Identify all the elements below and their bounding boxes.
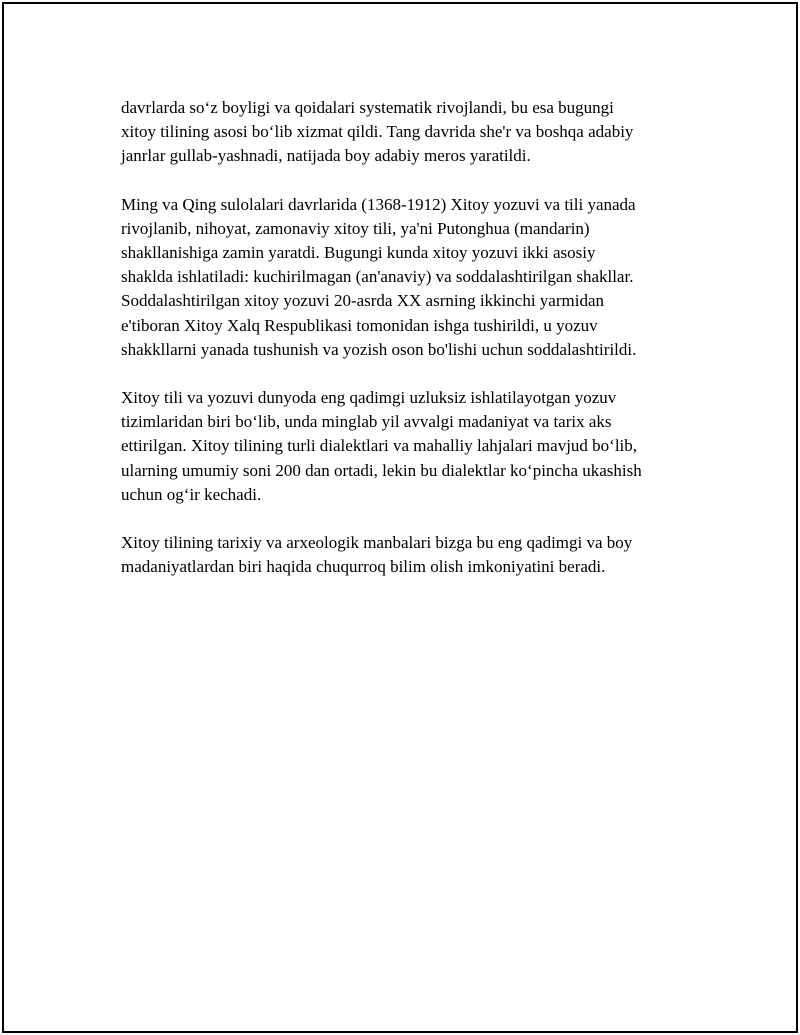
text-line: davrlarda so‘z boyligi va qoidalari systematik rivojlandi, bu esa bugungi [121,98,614,117]
text-line: rivojlanib, nihoyat, zamonaviy xitoy tili, ya'ni Putonghua (mandarin) [121,218,590,238]
paragraph-3 [121,386,701,507]
document-page [2,2,798,1033]
text-line: ularning umumiy soni 200 dan ortadi, lekin bu dialektlar ko‘pincha ukashish [121,460,642,480]
text-line: Xitoy tili va yozuvi dunyoda eng qadimgi uzluksiz ishlatilayotgan yozuv [121,388,617,408]
text-line: shaklda ishlatiladi: kuchirilmagan (an'anaviy) va soddalashtirilgan shakllar. [121,267,634,287]
text-line: e'tiboran Xitoy Xalq Respublikasi tomonidan ishga tushirildi, u yozuv [121,315,598,335]
paragraph-1 [121,96,701,169]
paragraph-2 [121,193,701,362]
text-line: xitoy tilining asosi bo‘lib xizmat qildi. Tang davrida she'r va boshqa adabiy [121,122,634,142]
text-line: shakkllarni yanada tushunish va yozish oson bo'lishi uchun soddalashtirildi. [121,339,637,359]
text-line: madaniyatlardan biri haqida chuqurroq bilim olish imkoniyatini beradi. [121,557,606,577]
text-line: uchun og‘ir kechadi. [121,484,262,504]
text-line: tizimlaridan biri bo‘lib, unda minglab yil avvalgi madaniyat va tarix aks [121,412,612,432]
text-line: Soddalashtirilgan xitoy yozuvi 20-asrda XX asrning ikkinchi yarmidan [121,291,604,311]
text-line: ettirilgan. Xitoy tilining turli dialektlari va mahalliy lahjalari mavjud bo‘lib, [121,436,638,456]
text-line: shakllanishiga zamin yaratdi. Bugungi kunda xitoy yozuvi ikki asosiy [121,243,596,263]
text-line: Ming va Qing sulolalari davrlarida (1368-1912) Xitoy yozuvi va tili yanada [121,194,636,214]
text-line: janrlar gullab-yashnadi, natijada boy adabiy meros yaratildi. [121,146,531,166]
document-body [121,96,701,603]
paragraph-4 [121,531,701,579]
text-line: Xitoy tilining tarixiy va arxeologik manbalari bizga bu eng qadimgi va boy [121,533,633,553]
